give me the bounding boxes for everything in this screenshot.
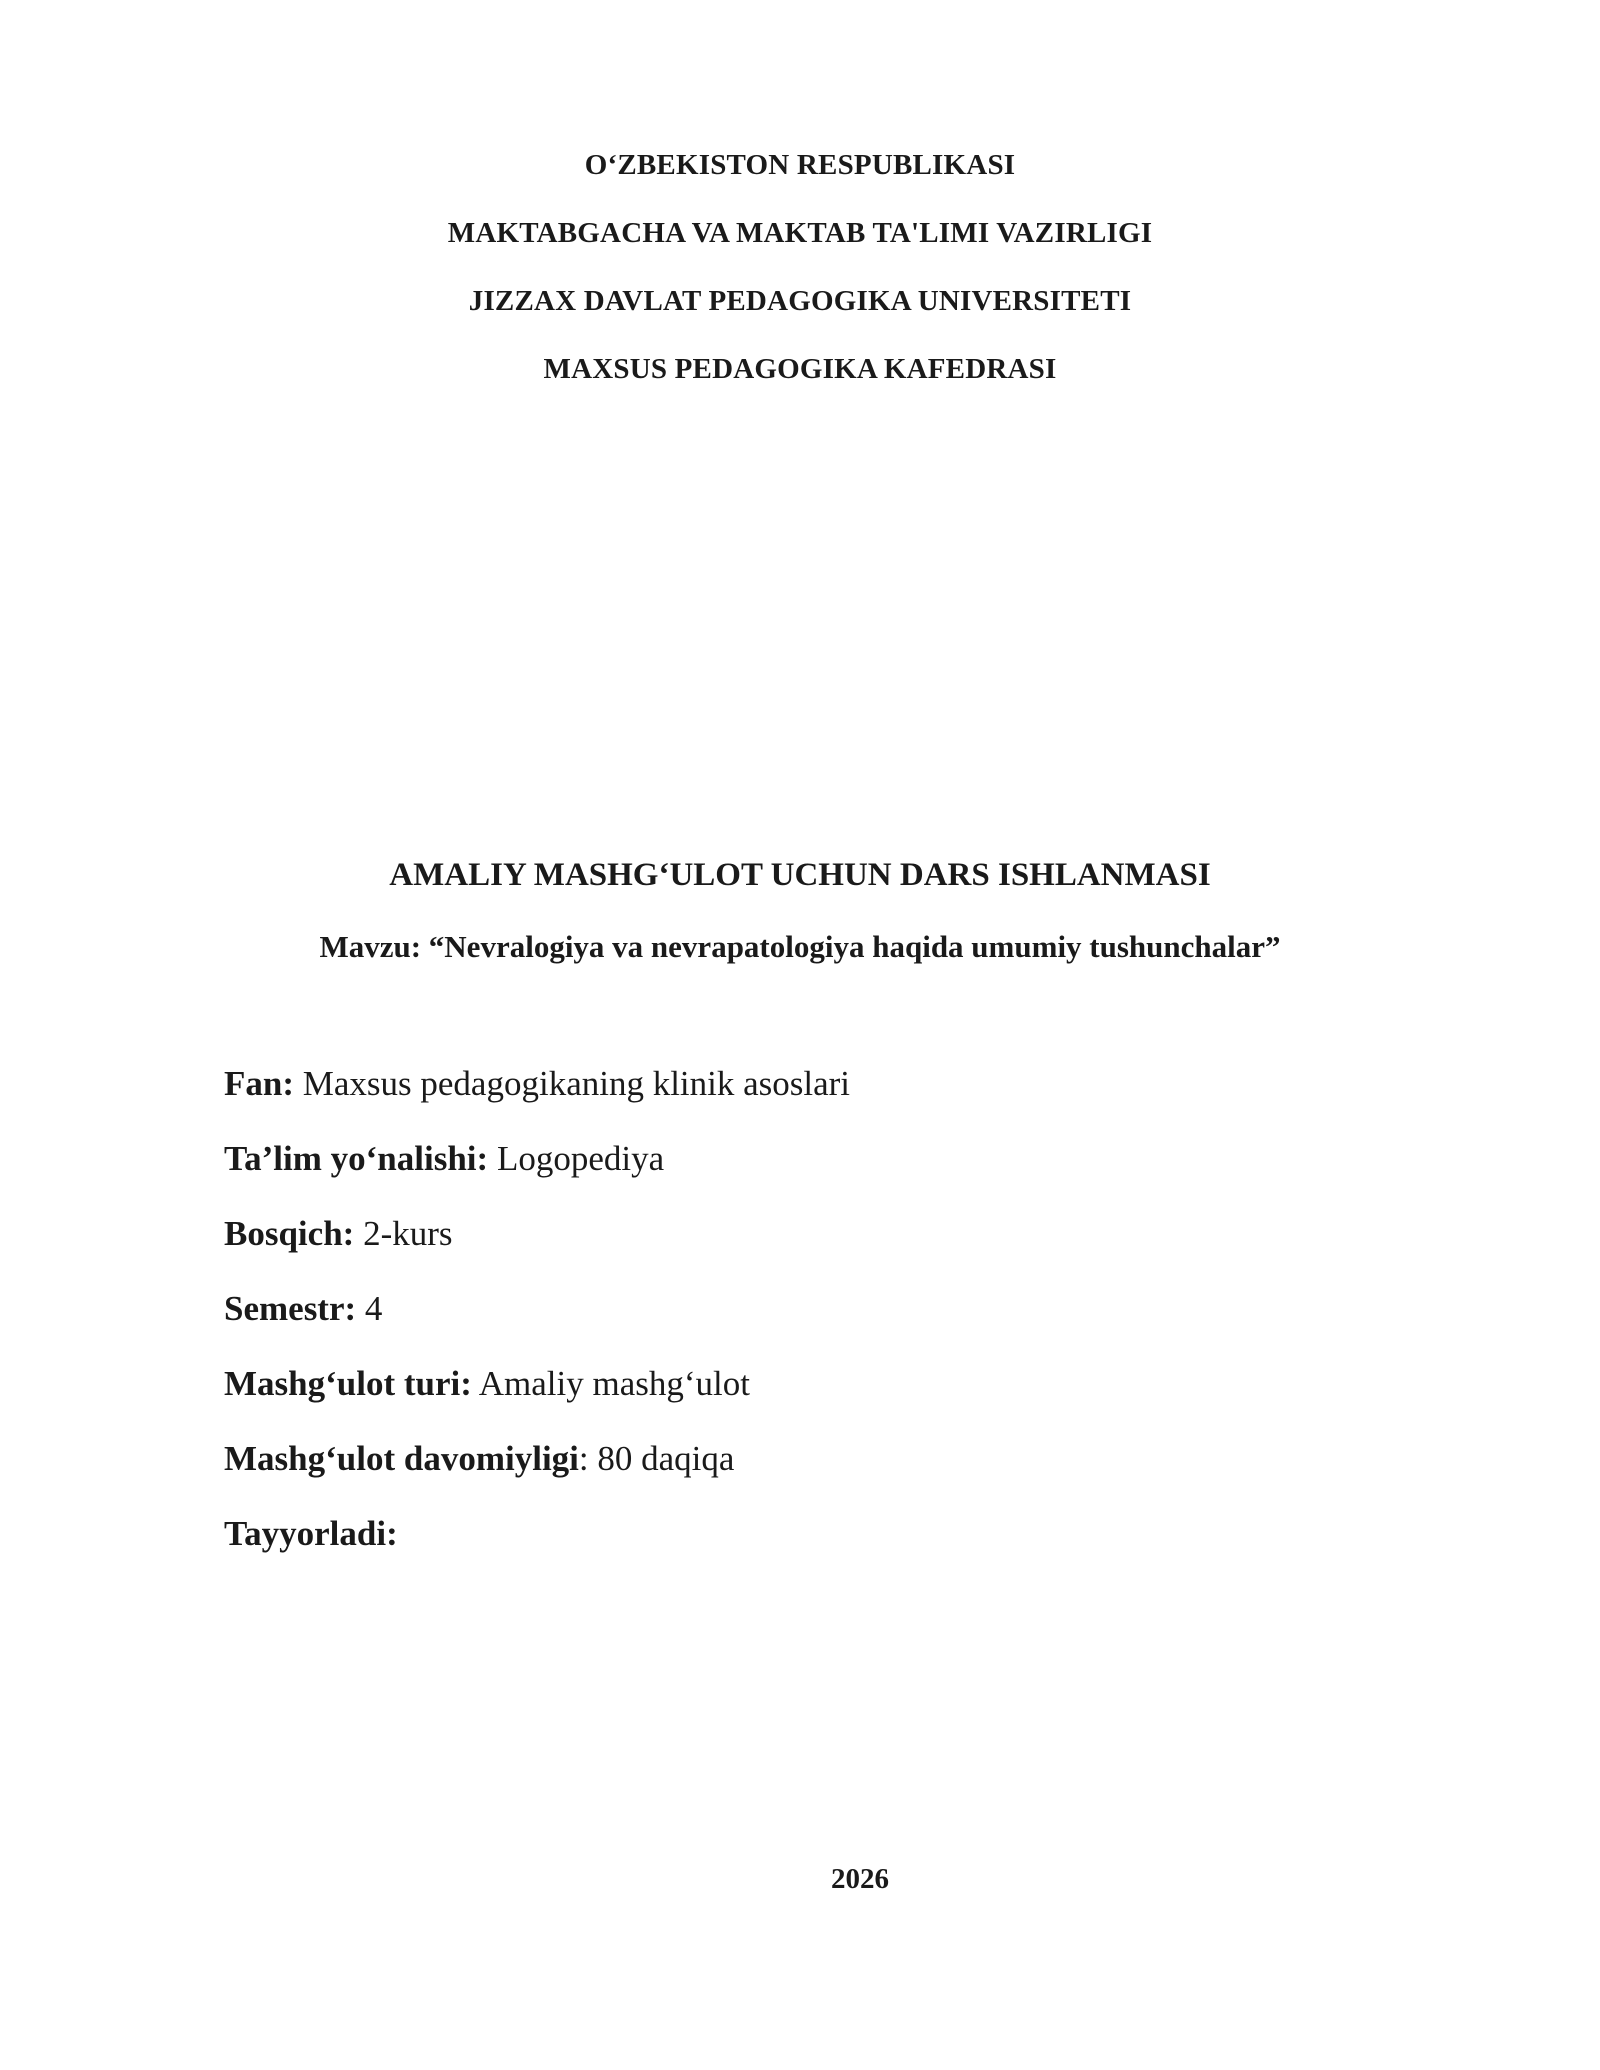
info-row-prepared-by bbox=[224, 1513, 1424, 1588]
info-row-lesson-type bbox=[224, 1363, 1424, 1438]
topic-line bbox=[0, 928, 1600, 966]
info-label: Tayyorladi: bbox=[224, 1514, 398, 1553]
document-title: AMALIY MASHG‘ULOT UCHUN DARS ISHLANMASI bbox=[389, 857, 1211, 893]
info-label: Mashg‘ulot turi: bbox=[224, 1364, 472, 1403]
document-year: 2026 bbox=[831, 1863, 889, 1895]
header-country: O‘ZBEKISTON RESPUBLIKASI bbox=[584, 149, 1016, 181]
info-list bbox=[224, 1063, 1424, 1588]
info-label: Bosqich: bbox=[224, 1214, 355, 1253]
info-label: Ta’lim yo‘nalishi: bbox=[224, 1139, 489, 1178]
info-value: Maxsus pedagogikaning klinik asoslari bbox=[302, 1064, 851, 1103]
info-value: 2-kurs bbox=[363, 1214, 453, 1253]
info-value: 4 bbox=[364, 1289, 383, 1328]
info-label: Semestr: bbox=[224, 1289, 357, 1328]
info-row-direction bbox=[224, 1138, 1424, 1213]
info-value: : 80 daqiqa bbox=[578, 1439, 735, 1478]
topic-label: Mavzu: bbox=[319, 929, 422, 964]
header-university: JIZZAX DAVLAT PEDAGOGIKA UNIVERSITETI bbox=[468, 285, 1132, 317]
info-label: Mashg‘ulot davomiyligi bbox=[224, 1439, 579, 1478]
info-value: Logopediya bbox=[496, 1139, 665, 1178]
info-row-subject bbox=[224, 1063, 1424, 1138]
info-row-stage bbox=[224, 1213, 1424, 1288]
header-ministry: MAKTABGACHA VA MAKTAB TA'LIMI VAZIRLIGI bbox=[447, 217, 1153, 249]
info-row-semester bbox=[224, 1288, 1424, 1363]
info-value: Amaliy mashg‘ulot bbox=[478, 1364, 750, 1403]
info-label: Fan: bbox=[224, 1064, 294, 1103]
info-row-duration bbox=[224, 1438, 1424, 1513]
header-department: MAXSUS PEDAGOGIKA KAFEDRASI bbox=[543, 353, 1057, 385]
topic-value: “Nevralogiya va nevrapatologiya haqida umumiy tushunchalar” bbox=[428, 929, 1281, 964]
